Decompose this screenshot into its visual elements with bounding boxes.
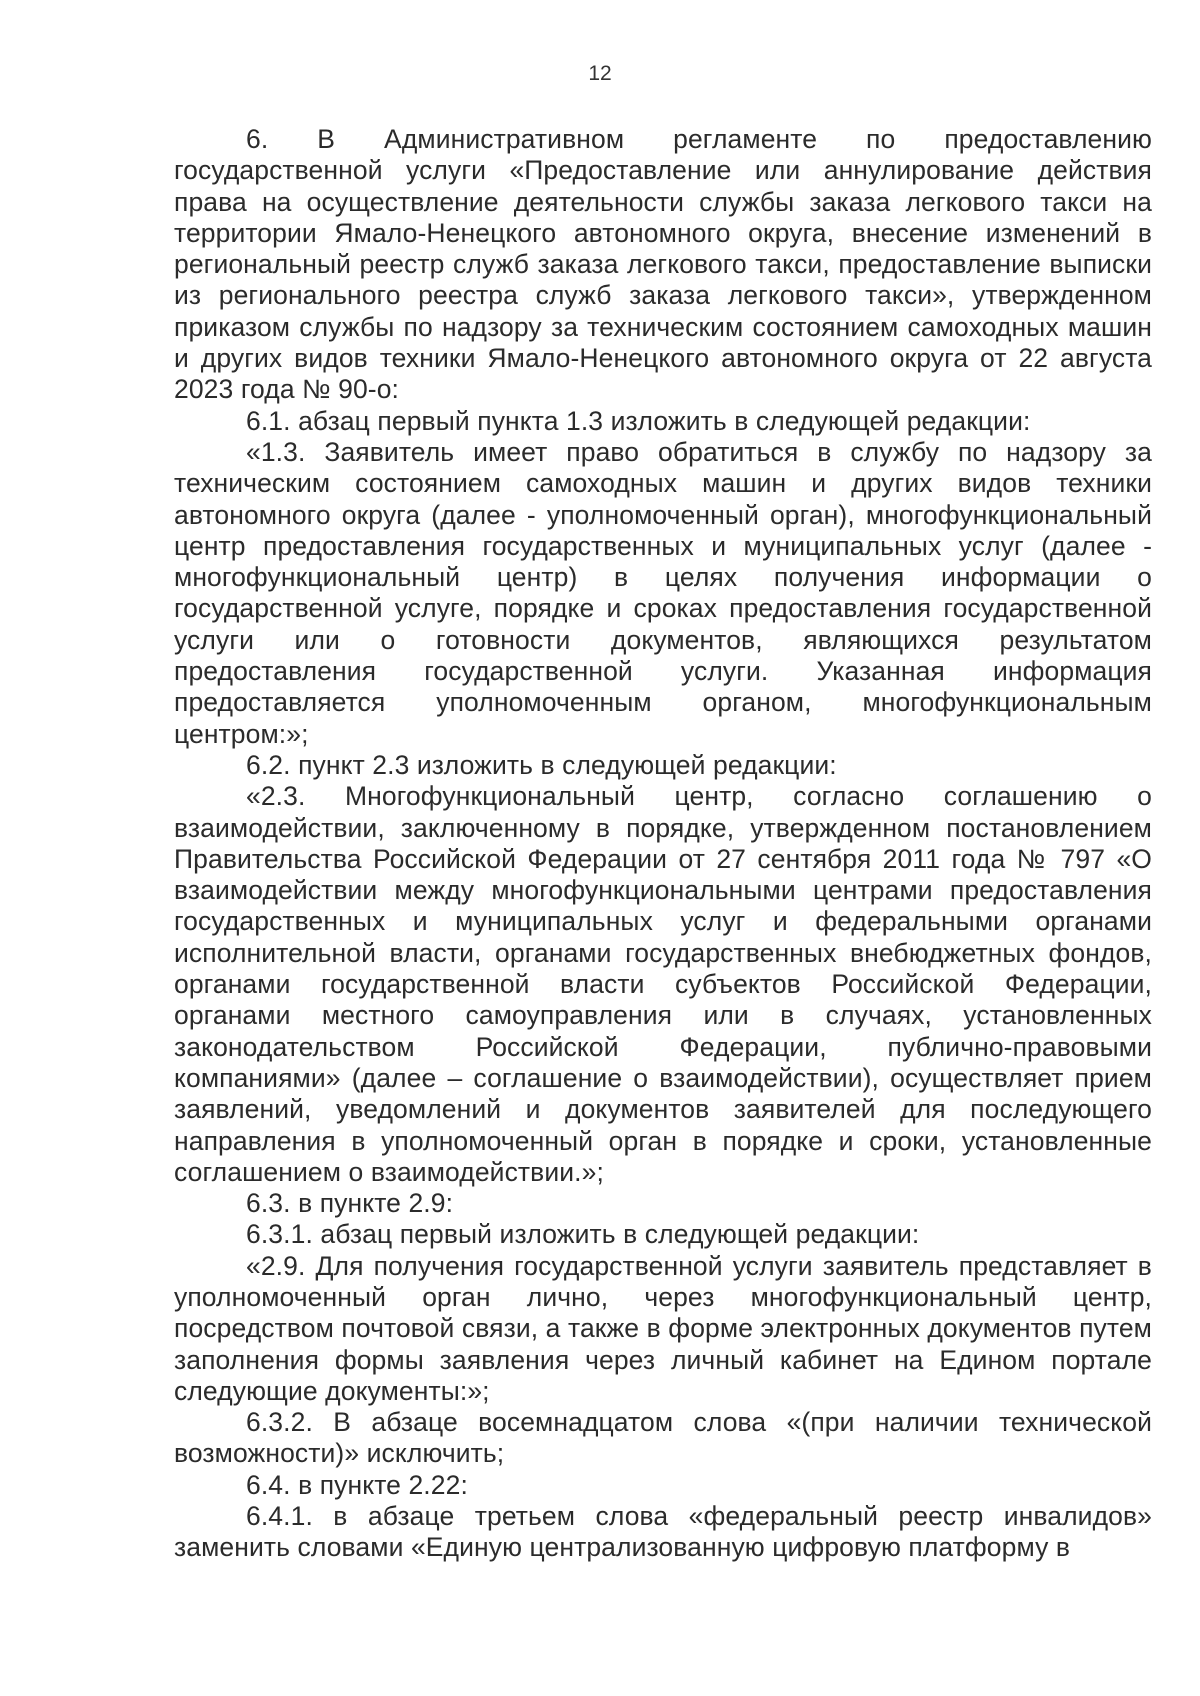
paragraph-6-3-1: 6.3.1. абзац первый изложить в следующей редакции:: [246, 1219, 920, 1250]
paragraph-6-3-2: 6.3.2. В абзаце восемнадцатом слова «(при наличии технической возможности)» исключить;: [174, 1407, 1152, 1469]
paragraph-6-4-1: 6.4.1. в абзаце третьем слова «федеральный реестр инвалидов» заменить словами «Единую централизованную цифровую платформу в: [174, 1501, 1152, 1563]
paragraph-2-9-text: «2.9. Для получения государственной услуги заявитель представляет в уполномоченный орган лично, через многофункциональный центр, посредством почтовой связи, а также в форме электронных документов путем заполнения формы заявления через личный кабинет на Едином портале следующие документы:»;: [174, 1250, 1152, 1406]
paragraph-6-2: 6.2. пункт 2.3 изложить в следующей редакции:: [246, 749, 837, 780]
paragraph-1-3-text: «1.3. Заявитель имеет право обратиться в службу по надзору за техническим состоянием самоходных машин и других видов техники автономного округа (далее - уполномоченный орган), многофункциональный центр предоставления государственных и муниципальных услуг (далее - многофункциональный центр) в целях получения информации о государственной услуге, порядке и сроках предоставления государственной услуги или о готовности документов, являющихся результатом предоставления государственной услуги. Указанная информация предоставляется уполномоченным органом, многофункциональным центром:»;: [174, 436, 1152, 749]
paragraph-6-3: 6.3. в пункте 2.9:: [246, 1188, 454, 1219]
paragraph-2-3-text: «2.3. Многофункциональный центр, согласно соглашению о взаимодействии, заключенному в порядке, утвержденном постановлением Правительства Российской Федерации от 27 сентября 2011 года № 797 «О взаимодействии между многофункциональными центрами предоставления государственных и муниципальных услуг и федеральными органами исполнительной власти, органами государственных внебюджетных фондов, органами государственной власти субъектов Российской Федерации, органами местного самоуправления или в случаях, установленных законодательством Российской Федерации, публично-правовыми компаниями» (далее – соглашение о взаимодействии), осуществляет прием заявлений, уведомлений и документов заявителей для последующего направления в уполномоченный орган в порядке и сроки, установленные соглашением о взаимодействии.»;: [174, 781, 1152, 1187]
paragraph-6-1: 6.1. абзац первый пункта 1.3 изложить в следующей редакции:: [246, 405, 1031, 436]
paragraph-6: 6. В Административном регламенте по предоставлению государственной услуги «Предоставление или аннулирование действия права на осуществление деятельности службы заказа легкового такси на территории Ямало-Ненецкого автономного округа, внесение изменений в региональный реестр служб заказа легкового такси, предоставление выписки из регионального реестра служб заказа легкового такси», утвержденном приказом службы по надзору за техническим состоянием самоходных машин и других видов техники Ямало-Ненецкого автономного округа от 22 августа 2023 года № 90-о:: [174, 124, 1152, 405]
page-number: 12: [588, 62, 612, 85]
document-body: [174, 124, 1152, 1564]
paragraph-6-4: 6.4. в пункте 2.22:: [246, 1469, 468, 1500]
